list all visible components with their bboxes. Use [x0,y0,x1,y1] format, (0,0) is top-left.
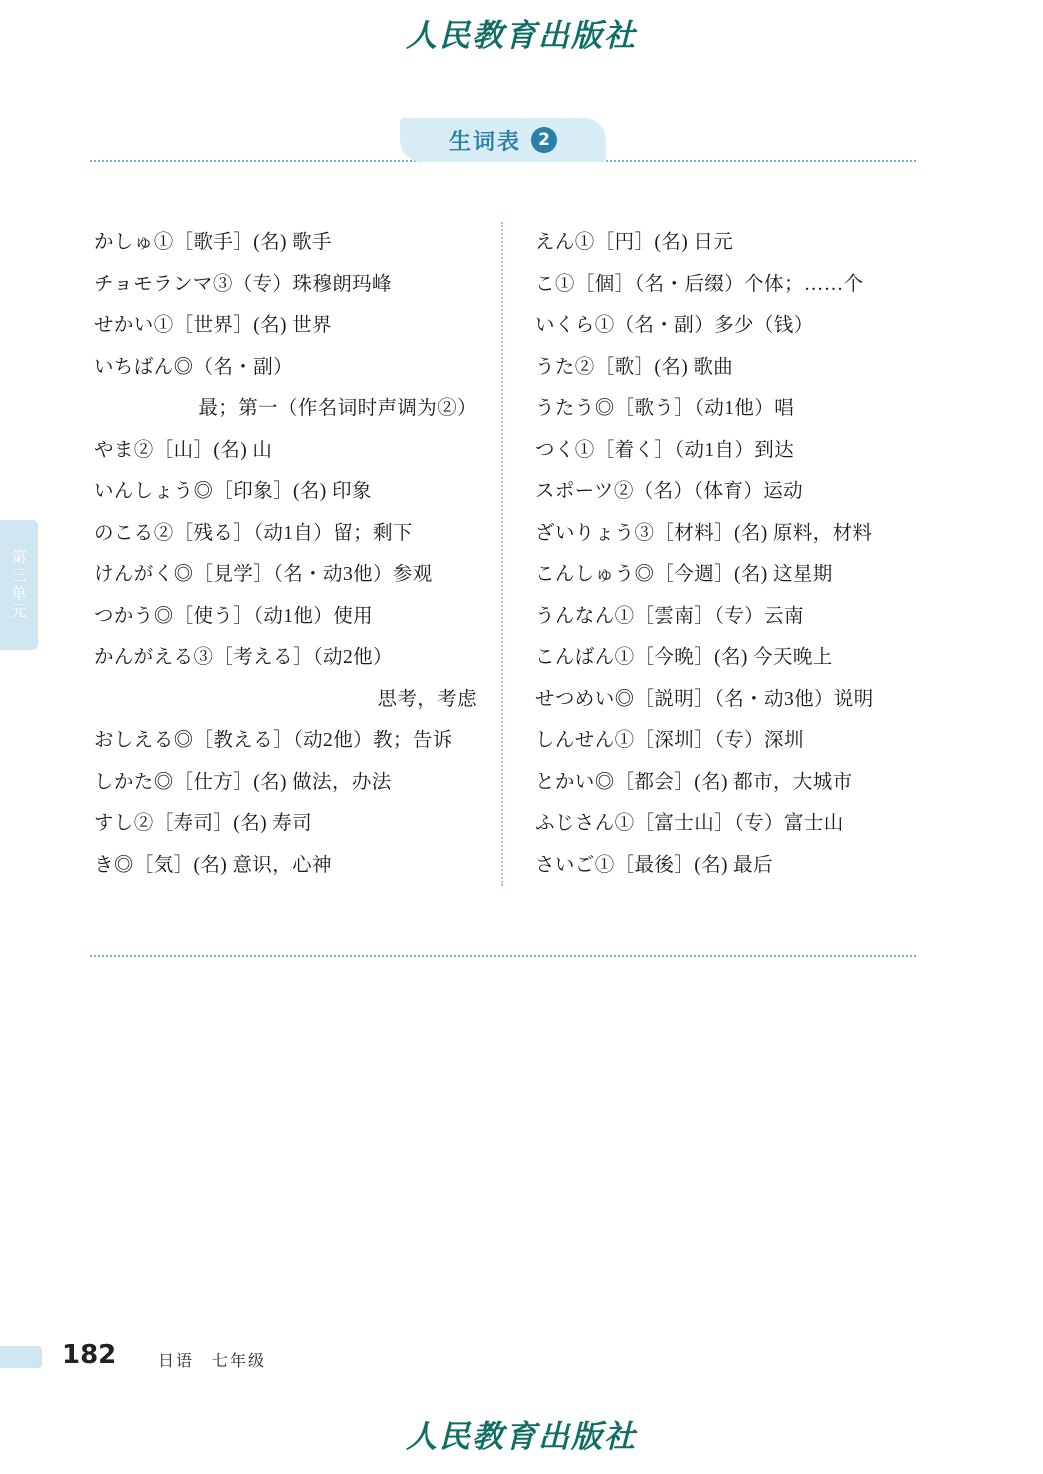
vocabulary-column-right [503,222,916,886]
vocabulary-entry: おしえる◎［教える］（动2他）教；告诉 [94,730,453,751]
section-divider-bottom [90,955,916,957]
vocabulary-entry: つかう◎［使う］（动1他）使用 [94,605,374,627]
vocabulary-entry: こんばん①［今晩］(名) 今天晚上 [535,647,833,668]
vocabulary-entry: せつめい◎［説明］（名・动3他）说明 [535,688,874,710]
vocabulary-entry: しかた◎［仕方］(名) 做法，办法 [94,771,392,793]
vocabulary-entry: けんがく◎［見学］（名・动3他）参观 [94,564,433,585]
vocabulary-entry: かしゅ①［歌手］(名) 歌手 [94,232,332,253]
vocabulary-entry: せかい①［世界］(名) 世界 [94,315,332,336]
vocabulary-entry: さいご①［最後］(名) 最后 [535,854,773,876]
vocabulary-entry: うんなん①［雲南］（专）云南 [535,605,804,627]
vocabulary-entry: いんしょう◎［印象］(名) 印象 [94,481,372,502]
vocabulary-entry: スポーツ②（名）（体育）运动 [535,481,804,502]
footer-color-swatch [0,1346,42,1368]
vocabulary-entry: いちばん◎（名・副） [94,356,294,378]
vocabulary-entry: しんせん①［深圳］（专）深圳 [535,730,804,751]
vocabulary-columns [90,222,916,886]
page-footer [0,1340,1043,1374]
publisher-logo-bottom: 人民教育出版社 [406,1419,637,1455]
vocabulary-entry: すし②［寿司］(名) 寿司 [94,813,313,834]
vocabulary-entry-continuation: 最；第一（作名词时声调为②） [198,398,477,419]
vocabulary-entry: つく①［着く］（动1自）到达 [535,439,795,461]
vocabulary-entry: いくら①（名・副）多少（钱） [535,315,814,336]
publisher-logo-top: 人民教育出版社 [406,18,637,54]
vocabulary-entry: ふじさん①［富士山］（专）富士山 [535,813,844,834]
vocabulary-entry: かんがえる③［考える］（动2他） [94,647,393,668]
vocabulary-entry: チョモランマ③（专）珠穆朗玛峰 [94,273,392,295]
vocabulary-entry: き◎［気］(名) 意识，心神 [94,854,332,876]
banner-label [400,118,606,162]
vocabulary-entry: うたう◎［歌う］（动1他）唱 [535,398,795,419]
vocabulary-entry: うた②［歌］(名) 歌曲 [535,356,734,378]
vocabulary-entry-continuation: 思考，考虑 [377,688,477,710]
vocabulary-entry: ざいりょう③［材料］(名) 原料，材料 [535,522,873,544]
vocabulary-entry: こんしゅう◎［今週］(名) 这星期 [535,564,833,585]
unit-tab: 第三单元 [0,520,38,650]
footer-label: 日语 七年级 [158,1353,267,1370]
vocabulary-entry: こ①［個］（名・后缀）个体；……个 [535,273,864,295]
section-banner [90,118,916,174]
page-number: 182 [62,1340,117,1370]
vocabulary-entry: のこる②［残る］（动1自）留；剩下 [94,522,413,544]
banner-number-badge: 2 [531,127,557,153]
vocabulary-entry: とかい◎［都会］(名) 都市，大城市 [535,771,853,793]
vocabulary-column-left [90,222,503,886]
vocabulary-entry: やま②［山］(名) 山 [94,439,273,461]
vocabulary-entry: えん①［円］(名) 日元 [535,232,734,253]
banner-title: 生词表 [448,129,521,155]
